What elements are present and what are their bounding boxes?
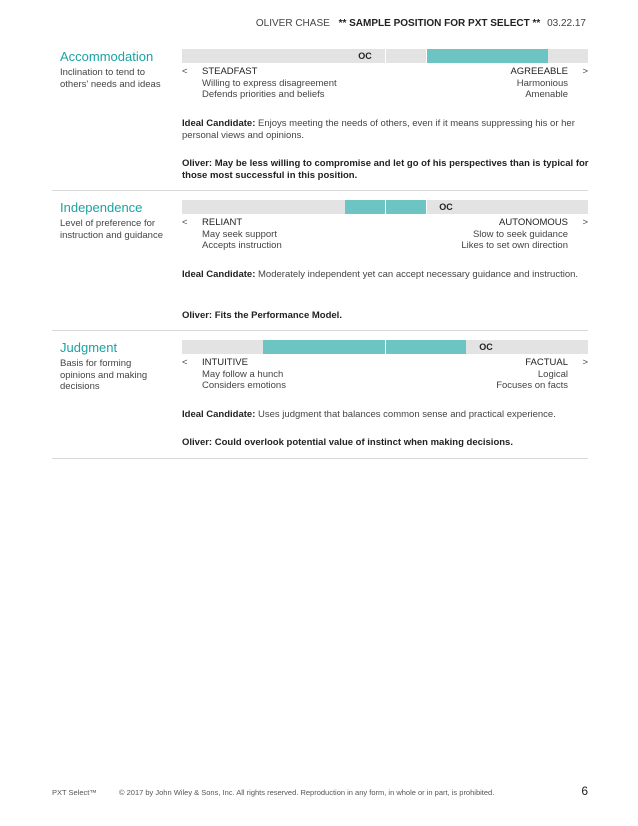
scale-divider xyxy=(385,49,386,63)
candidate-note: Oliver: Fits the Performance Model. xyxy=(182,310,342,321)
section-accommodation xyxy=(52,49,588,191)
product-name: PXT Select™ xyxy=(52,788,97,797)
performance-model-range xyxy=(426,49,548,63)
ideal-candidate-desc: Uses judgment that balances common sense and practical experience. xyxy=(258,409,556,420)
oc-marker: OC xyxy=(466,340,506,354)
section-title: Independence xyxy=(60,200,143,215)
trait-scale-bar xyxy=(182,49,588,63)
ideal-candidate-prefix: Ideal Candidate: xyxy=(182,269,256,280)
left-pole-desc: May follow a hunch xyxy=(202,368,284,380)
section-judgment xyxy=(52,340,588,459)
right-pole xyxy=(510,66,568,101)
left-pole xyxy=(202,217,282,252)
right-pole xyxy=(461,217,568,252)
scale-divider xyxy=(426,49,427,63)
section-description: Level of preference for instruction and guidance xyxy=(60,218,163,241)
right-pole-label: AUTONOMOUS xyxy=(499,217,568,228)
right-arrow: > xyxy=(582,217,588,228)
candidate-note: Oliver: Could overlook potential value of instinct when making decisions. xyxy=(182,437,513,448)
right-pole-desc: Harmonious xyxy=(516,77,568,89)
left-arrow: < xyxy=(182,66,188,77)
right-pole-label: AGREEABLE xyxy=(510,66,568,77)
left-pole-desc: Willing to express disagreement xyxy=(202,77,337,89)
oc-marker: OC xyxy=(345,49,385,63)
scale-divider xyxy=(385,200,386,214)
ideal-candidate-desc: Moderately independent yet can accept necessary guidance and instruction. xyxy=(258,269,579,280)
scale-divider xyxy=(385,340,386,354)
position-title: ** SAMPLE POSITION FOR PXT SELECT ** xyxy=(338,18,541,29)
trait-scale-bar xyxy=(182,200,588,214)
section-independence xyxy=(52,200,588,331)
left-arrow: < xyxy=(182,357,188,368)
ideal-candidate-text xyxy=(182,409,590,421)
performance-model-range xyxy=(263,340,466,354)
candidate-note: Oliver: May be less willing to compromise and let go of his perspectives than is typical for those most successful in this position. xyxy=(182,158,589,181)
section-title: Judgment xyxy=(60,340,118,355)
left-pole-desc: Considers emotions xyxy=(202,380,286,391)
oc-marker: OC xyxy=(426,200,466,214)
copyright-notice: © 2017 by John Wiley & Sons, Inc. All rights reserved. Reproduction in any form, in whole or in part, is prohibited. xyxy=(119,788,495,797)
right-pole-desc: Amenable xyxy=(525,89,568,100)
candidate-name: OLIVER CHASE xyxy=(255,18,330,29)
left-pole xyxy=(202,357,286,392)
left-pole xyxy=(202,66,337,101)
right-pole-desc: Logical xyxy=(537,368,568,380)
page-number: 6 xyxy=(581,784,588,798)
left-pole-label: RELIANT xyxy=(202,217,243,228)
right-arrow: > xyxy=(582,357,588,368)
page-header xyxy=(256,18,586,29)
section-title: Accommodation xyxy=(60,49,154,64)
left-pole-desc: Accepts instruction xyxy=(202,240,282,251)
left-pole-desc: Defends priorities and beliefs xyxy=(202,89,325,100)
right-arrow: > xyxy=(582,66,588,77)
left-pole-label: INTUITIVE xyxy=(202,357,248,368)
right-pole xyxy=(496,357,568,392)
trait-scale-bar xyxy=(182,340,588,354)
right-pole-desc: Focuses on facts xyxy=(496,380,568,391)
left-arrow: < xyxy=(182,217,188,228)
ideal-candidate-prefix: Ideal Candidate: xyxy=(182,409,256,420)
ideal-candidate-desc: Enjoys meeting the needs of others, even if it means suppressing his or her personal views and opinions. xyxy=(182,118,575,141)
right-pole-desc: Likes to set own direction xyxy=(461,240,568,251)
right-pole-label: FACTUAL xyxy=(525,357,568,368)
ideal-candidate-prefix: Ideal Candidate: xyxy=(182,118,256,129)
right-pole-desc: Slow to seek guidance xyxy=(472,228,568,240)
scale-divider xyxy=(426,200,427,214)
left-pole-label: STEADFAST xyxy=(202,66,258,77)
ideal-candidate-text xyxy=(182,269,590,281)
section-description: Basis for forming opinions and making decisions xyxy=(60,358,148,392)
section-description: Inclination to tend to others' needs and ideas xyxy=(60,67,161,90)
left-pole-desc: May seek support xyxy=(202,228,277,240)
report-date: 03.22.17 xyxy=(547,18,586,29)
ideal-candidate-text xyxy=(182,118,590,142)
